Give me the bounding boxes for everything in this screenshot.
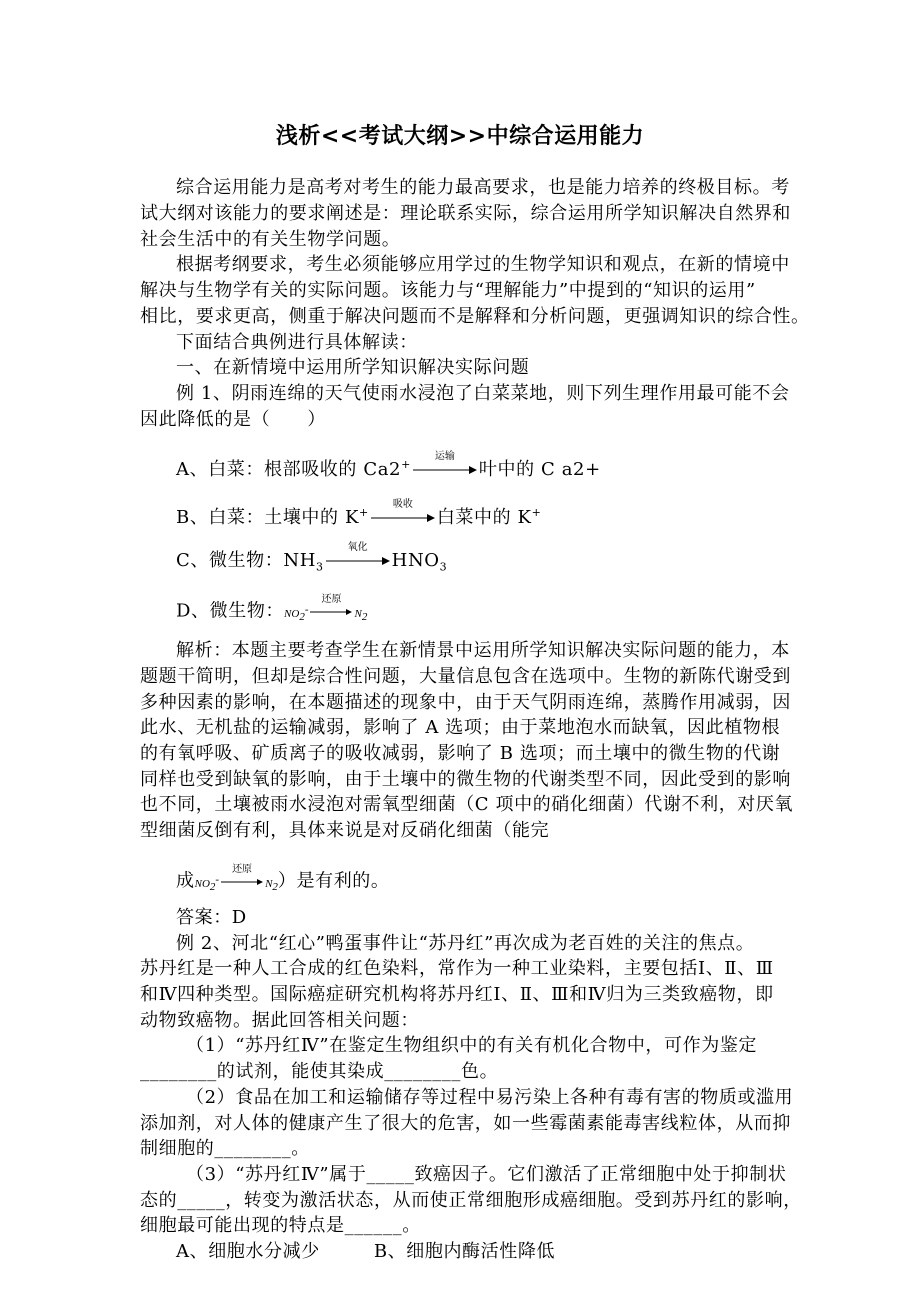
option-b-text: B、细胞内酶活性降低 [373, 1241, 556, 1262]
analysis-line-end [176, 863, 800, 900]
subscript: 2 [209, 880, 216, 893]
question-line: 态的_____，转变为激活状态，从而使正常细胞形成癌细胞。受到苏丹红的影响， [140, 1190, 802, 1211]
formula-text: NO [284, 607, 300, 620]
paragraph-line: 试大纲对该能力的要求阐述是：理论联系实际，综合运用所学知识解决自然界和 [140, 203, 791, 224]
option-d [176, 593, 800, 630]
subscript: 3 [316, 560, 324, 574]
subscript: 2 [361, 610, 368, 623]
formula-to [265, 877, 278, 893]
option-text: A、白菜：根部吸收的 Ca2 [176, 459, 402, 480]
option-text: 白菜中的 K [436, 507, 532, 528]
arrow-icon [413, 465, 477, 475]
answer-line: 答案：D [176, 907, 247, 928]
paragraph-line: 社会生活中的有关生物学问题。 [140, 229, 401, 250]
question-line: ________的试剂，能使其染成________色。 [140, 1061, 499, 1082]
arrow-icon [326, 556, 390, 566]
example-line: 例 2、河北“红心”鸭蛋事件让“苏丹红”再次成为老百姓的关注的焦点。 [176, 933, 755, 954]
question-line: （1）“苏丹红Ⅳ”在鉴定生物组织中的有关有机化合物中，可作为鉴定 [186, 1035, 758, 1056]
reaction-arrow [221, 863, 263, 886]
analysis-text: 成 [176, 870, 195, 892]
formula-from [194, 873, 220, 893]
arrow-label: 运输 [434, 451, 455, 462]
analysis-line: 多种因素的影响，在本题描述的现象中，由于天气阴雨连绵，蒸腾作用减弱，因 [140, 692, 791, 713]
formula-to [354, 607, 368, 623]
option-a-text: A、细胞水分减少 [176, 1241, 320, 1262]
paragraph-line: 下面结合典例进行具体解读： [176, 332, 418, 353]
option-text: HNO [391, 550, 440, 571]
superscript: - [215, 873, 220, 885]
example-line: 和Ⅳ四种类型。国际癌症研究机构将苏丹红Ⅰ、Ⅱ、Ⅲ和Ⅳ归为三类致癌物，即 [140, 984, 774, 1005]
subscript: 2 [299, 610, 305, 623]
analysis-line: 同样也受到缺氧的影响，由于土壤中的微生物的代谢类型不同，因此受到的影响 [140, 769, 791, 790]
arrow-icon [221, 878, 263, 886]
reaction-arrow [413, 451, 477, 475]
option-text: B、白菜：土壤中的 K [176, 507, 359, 528]
formula-text: N [354, 607, 362, 620]
question-line: 添加剂，对人体的健康产生了很大的危害，如一些霉菌素能毒害线粒体，从而抑 [140, 1113, 791, 1134]
section-heading: 一、在新情境中运用所学知识解决实际问题 [176, 357, 530, 378]
subscript: 2 [272, 880, 278, 893]
question-line: （2）食品在加工和运输储存等过程中易污染上各种有毒有害的物质或滥用 [186, 1087, 794, 1108]
question-options [176, 1239, 800, 1265]
formula-text: NO [194, 877, 210, 890]
reaction-arrow [326, 542, 390, 566]
arrow-icon [310, 608, 352, 616]
example-line: 例 1、阴雨连绵的天气使雨水浸泡了白菜菜地，则下列生理作用最可能不会 [176, 383, 790, 404]
formula-from [284, 603, 309, 623]
superscript: + [531, 506, 542, 519]
arrow-label: 还原 [321, 593, 342, 605]
formula-text: N [265, 877, 273, 890]
paragraph-line: 根据考纲要求，考生必须能够应用学过的生物学知识和观点，在新的情境中 [176, 254, 790, 275]
option-text: 叶中的 C a2+ [478, 459, 601, 480]
analysis-line: 此水、无机盐的运输减弱，影响了 A 选项；由于菜地泡水而缺氧，因此植物根 [140, 717, 781, 738]
question-line: 细胞最可能出现的特点是______。 [140, 1215, 421, 1236]
analysis-line: 的有氧呼吸、矿质离子的吸收减弱，影响了 B 选项；而土壤中的微生物的代谢 [140, 743, 781, 764]
subscript: 3 [439, 560, 448, 574]
superscript: + [359, 506, 369, 519]
analysis-text: ）是有利的。 [277, 870, 390, 892]
example-line: 因此降低的是（ ） [140, 409, 326, 430]
option-c [176, 542, 800, 581]
analysis-line: 解析：本题主要考查学生在新情景中运用所学知识解决实际问题的能力，本 [176, 640, 790, 661]
analysis-line: 题题干简明，但却是综合性问题，大量信息包含在选项中。生物的新陈代谢受到 [140, 666, 791, 687]
option-text: C、微生物：NH [176, 550, 317, 571]
arrow-label: 吸收 [392, 499, 413, 510]
question-line: 制细胞的________。 [140, 1138, 310, 1159]
analysis-line: 也不同，土壤被雨水浸泡对需氧型细菌（C 项中的硝化细菌）代谢不利，对厌氧 [140, 794, 794, 815]
arrow-label: 还原 [232, 863, 253, 875]
page-title: 浅析<<考试大纲>>中综合运用能力 [275, 124, 645, 149]
option-b [176, 500, 800, 531]
paragraph-line: 相比，要求更高，侧重于解决问题而不是解释和分析问题，更强调知识的综合性。 [140, 306, 810, 327]
option-text: D、微生物： [176, 600, 285, 622]
example-line: 苏丹红是一种人工合成的红色染料，常作为一种工业染料，主要包括Ⅰ、Ⅱ、Ⅲ [140, 958, 774, 979]
reaction-arrow [371, 499, 435, 523]
paragraph-line: 解决与生物学有关的实际问题。该能力与“理解能力”中提到的“知识的运用” [140, 280, 756, 301]
analysis-line: 型细菌反倒有利，具体来说是对反硝化细菌（能完 [140, 820, 550, 841]
option-a [176, 452, 800, 483]
arrow-label: 氧化 [347, 542, 368, 553]
example-line: 动物致癌物。据此回答相关问题： [140, 1010, 419, 1031]
reaction-arrow [310, 593, 352, 616]
superscript: - [304, 603, 309, 615]
arrow-icon [371, 513, 435, 523]
question-line: （3）“苏丹红Ⅳ”属于_____致癌因子。它们激活了正常细胞中处于抑制状 [186, 1164, 787, 1185]
superscript: + [401, 458, 411, 471]
paragraph-line: 综合运用能力是高考对考生的能力最高要求，也是能力培养的终极目标。考 [176, 177, 790, 198]
